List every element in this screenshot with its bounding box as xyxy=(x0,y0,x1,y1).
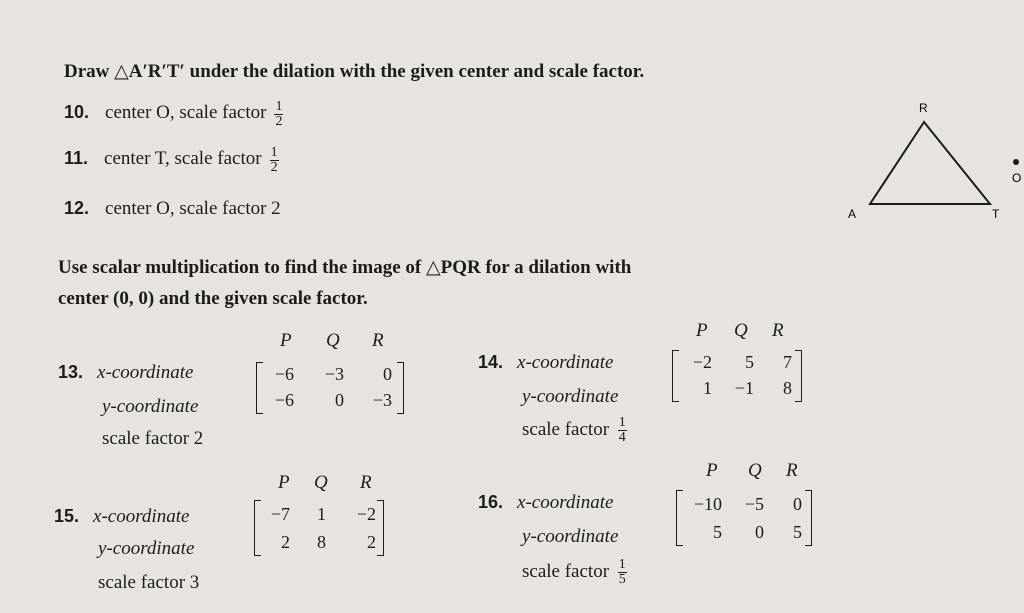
cell: 0 xyxy=(793,494,802,514)
label-t: T xyxy=(992,207,1000,221)
problem-number: 16. xyxy=(478,492,504,512)
col-q: Q xyxy=(748,460,762,481)
row-label-y: y-coordinate xyxy=(522,526,619,547)
cell: −6 xyxy=(274,390,294,410)
row-label-y: y-coordinate xyxy=(102,396,199,417)
cell: 0 xyxy=(383,364,392,384)
bracket-left xyxy=(676,490,683,546)
problem-number: 10. xyxy=(64,102,90,123)
label-a: A xyxy=(848,207,857,221)
problem-number: 11. xyxy=(64,148,89,169)
cell: −3 xyxy=(324,364,344,384)
bracket-right xyxy=(397,362,404,414)
col-q: Q xyxy=(314,472,328,493)
problem-text: center O, scale factor 2 xyxy=(105,198,281,219)
fraction-denominator: 2 xyxy=(275,114,283,129)
cell: 0 xyxy=(335,390,344,410)
cell: 0 xyxy=(755,522,764,542)
scale-factor-text: scale factor xyxy=(522,560,610,582)
fraction xyxy=(274,100,283,129)
cell: −2 xyxy=(692,352,712,372)
section2-heading-line1: Use scalar multiplication to find the image of △PQR for a dilation with xyxy=(58,257,632,278)
cell: −2 xyxy=(356,504,376,524)
col-r: R xyxy=(786,460,798,481)
fraction-denominator: 4 xyxy=(618,430,626,445)
col-p: P xyxy=(280,330,292,351)
problem-number: 12. xyxy=(64,198,90,218)
problem-16 xyxy=(478,492,613,514)
matrix-14 xyxy=(672,350,802,402)
cell: 5 xyxy=(745,352,754,372)
cell: 5 xyxy=(713,522,722,542)
cell: 7 xyxy=(783,352,792,372)
bracket-left xyxy=(254,500,261,556)
bracket-left xyxy=(256,362,263,414)
problem-number: 13. xyxy=(58,362,84,382)
fraction-numerator: 1 xyxy=(275,99,283,114)
label-r: R xyxy=(919,101,928,115)
cell: −10 xyxy=(693,494,722,514)
cell: 1 xyxy=(317,504,326,524)
col-p: P xyxy=(696,320,708,341)
scale-factor-label xyxy=(522,416,627,445)
cell: −7 xyxy=(270,504,290,524)
cell: 2 xyxy=(367,532,376,552)
fraction xyxy=(618,416,627,445)
col-r: R xyxy=(772,320,784,341)
problem-12 xyxy=(64,198,281,220)
scale-factor-text: scale factor xyxy=(522,418,610,440)
row-label-x: x-coordinate xyxy=(93,506,190,527)
col-p: P xyxy=(706,460,718,481)
col-q: Q xyxy=(326,330,340,351)
fraction-numerator: 1 xyxy=(618,557,626,572)
problem-number: 15. xyxy=(54,506,80,526)
scale-factor-label: scale factor 2 xyxy=(102,428,204,449)
row-label-x: x-coordinate xyxy=(517,352,614,373)
scale-factor-label: scale factor 3 xyxy=(98,572,200,593)
bracket-right xyxy=(795,350,802,402)
bracket-right xyxy=(805,490,812,546)
fraction-denominator: 2 xyxy=(270,160,278,175)
triangle-art xyxy=(870,122,990,204)
problem-15 xyxy=(54,506,189,528)
label-o: O xyxy=(1012,171,1022,185)
matrix-13 xyxy=(256,362,404,414)
col-r: R xyxy=(360,472,372,493)
fraction xyxy=(618,558,627,587)
cell: 5 xyxy=(793,522,802,542)
problem-10 xyxy=(64,100,283,129)
col-p: P xyxy=(278,472,290,493)
fraction-numerator: 1 xyxy=(618,415,626,430)
fraction xyxy=(270,146,279,175)
bracket-right xyxy=(377,500,384,556)
cell: 2 xyxy=(281,532,290,552)
problem-11 xyxy=(64,146,279,175)
cell: 8 xyxy=(783,378,792,398)
col-r: R xyxy=(372,330,384,351)
cell: −1 xyxy=(734,378,754,398)
col-q: Q xyxy=(734,320,748,341)
row-label-y: y-coordinate xyxy=(522,386,619,407)
problem-13 xyxy=(58,362,193,384)
problem-number: 14. xyxy=(478,352,504,372)
cell: 8 xyxy=(317,532,326,552)
row-label-x: x-coordinate xyxy=(517,492,614,513)
fraction-numerator: 1 xyxy=(270,145,278,160)
bracket-left xyxy=(672,350,679,402)
cell: −5 xyxy=(744,494,764,514)
section1-heading: Draw △A′R′T′ under the dilation with the given center and scale factor. xyxy=(64,61,645,82)
point-o xyxy=(1013,159,1019,165)
row-label-y: y-coordinate xyxy=(98,538,195,559)
cell: −6 xyxy=(274,364,294,384)
section2-heading-line2: center (0, 0) and the given scale factor. xyxy=(58,288,368,309)
scale-factor-label xyxy=(522,558,627,587)
cell: 1 xyxy=(703,378,712,398)
cell: −3 xyxy=(372,390,392,410)
problem-14 xyxy=(478,352,613,374)
fraction-denominator: 5 xyxy=(618,572,626,587)
triangle-diagram xyxy=(830,90,1024,230)
problem-text: center T, scale factor xyxy=(104,148,262,170)
matrix-16 xyxy=(676,490,812,546)
problem-text: center O, scale factor xyxy=(105,102,267,124)
matrix-15 xyxy=(254,500,384,556)
row-label-x: x-coordinate xyxy=(97,362,194,383)
